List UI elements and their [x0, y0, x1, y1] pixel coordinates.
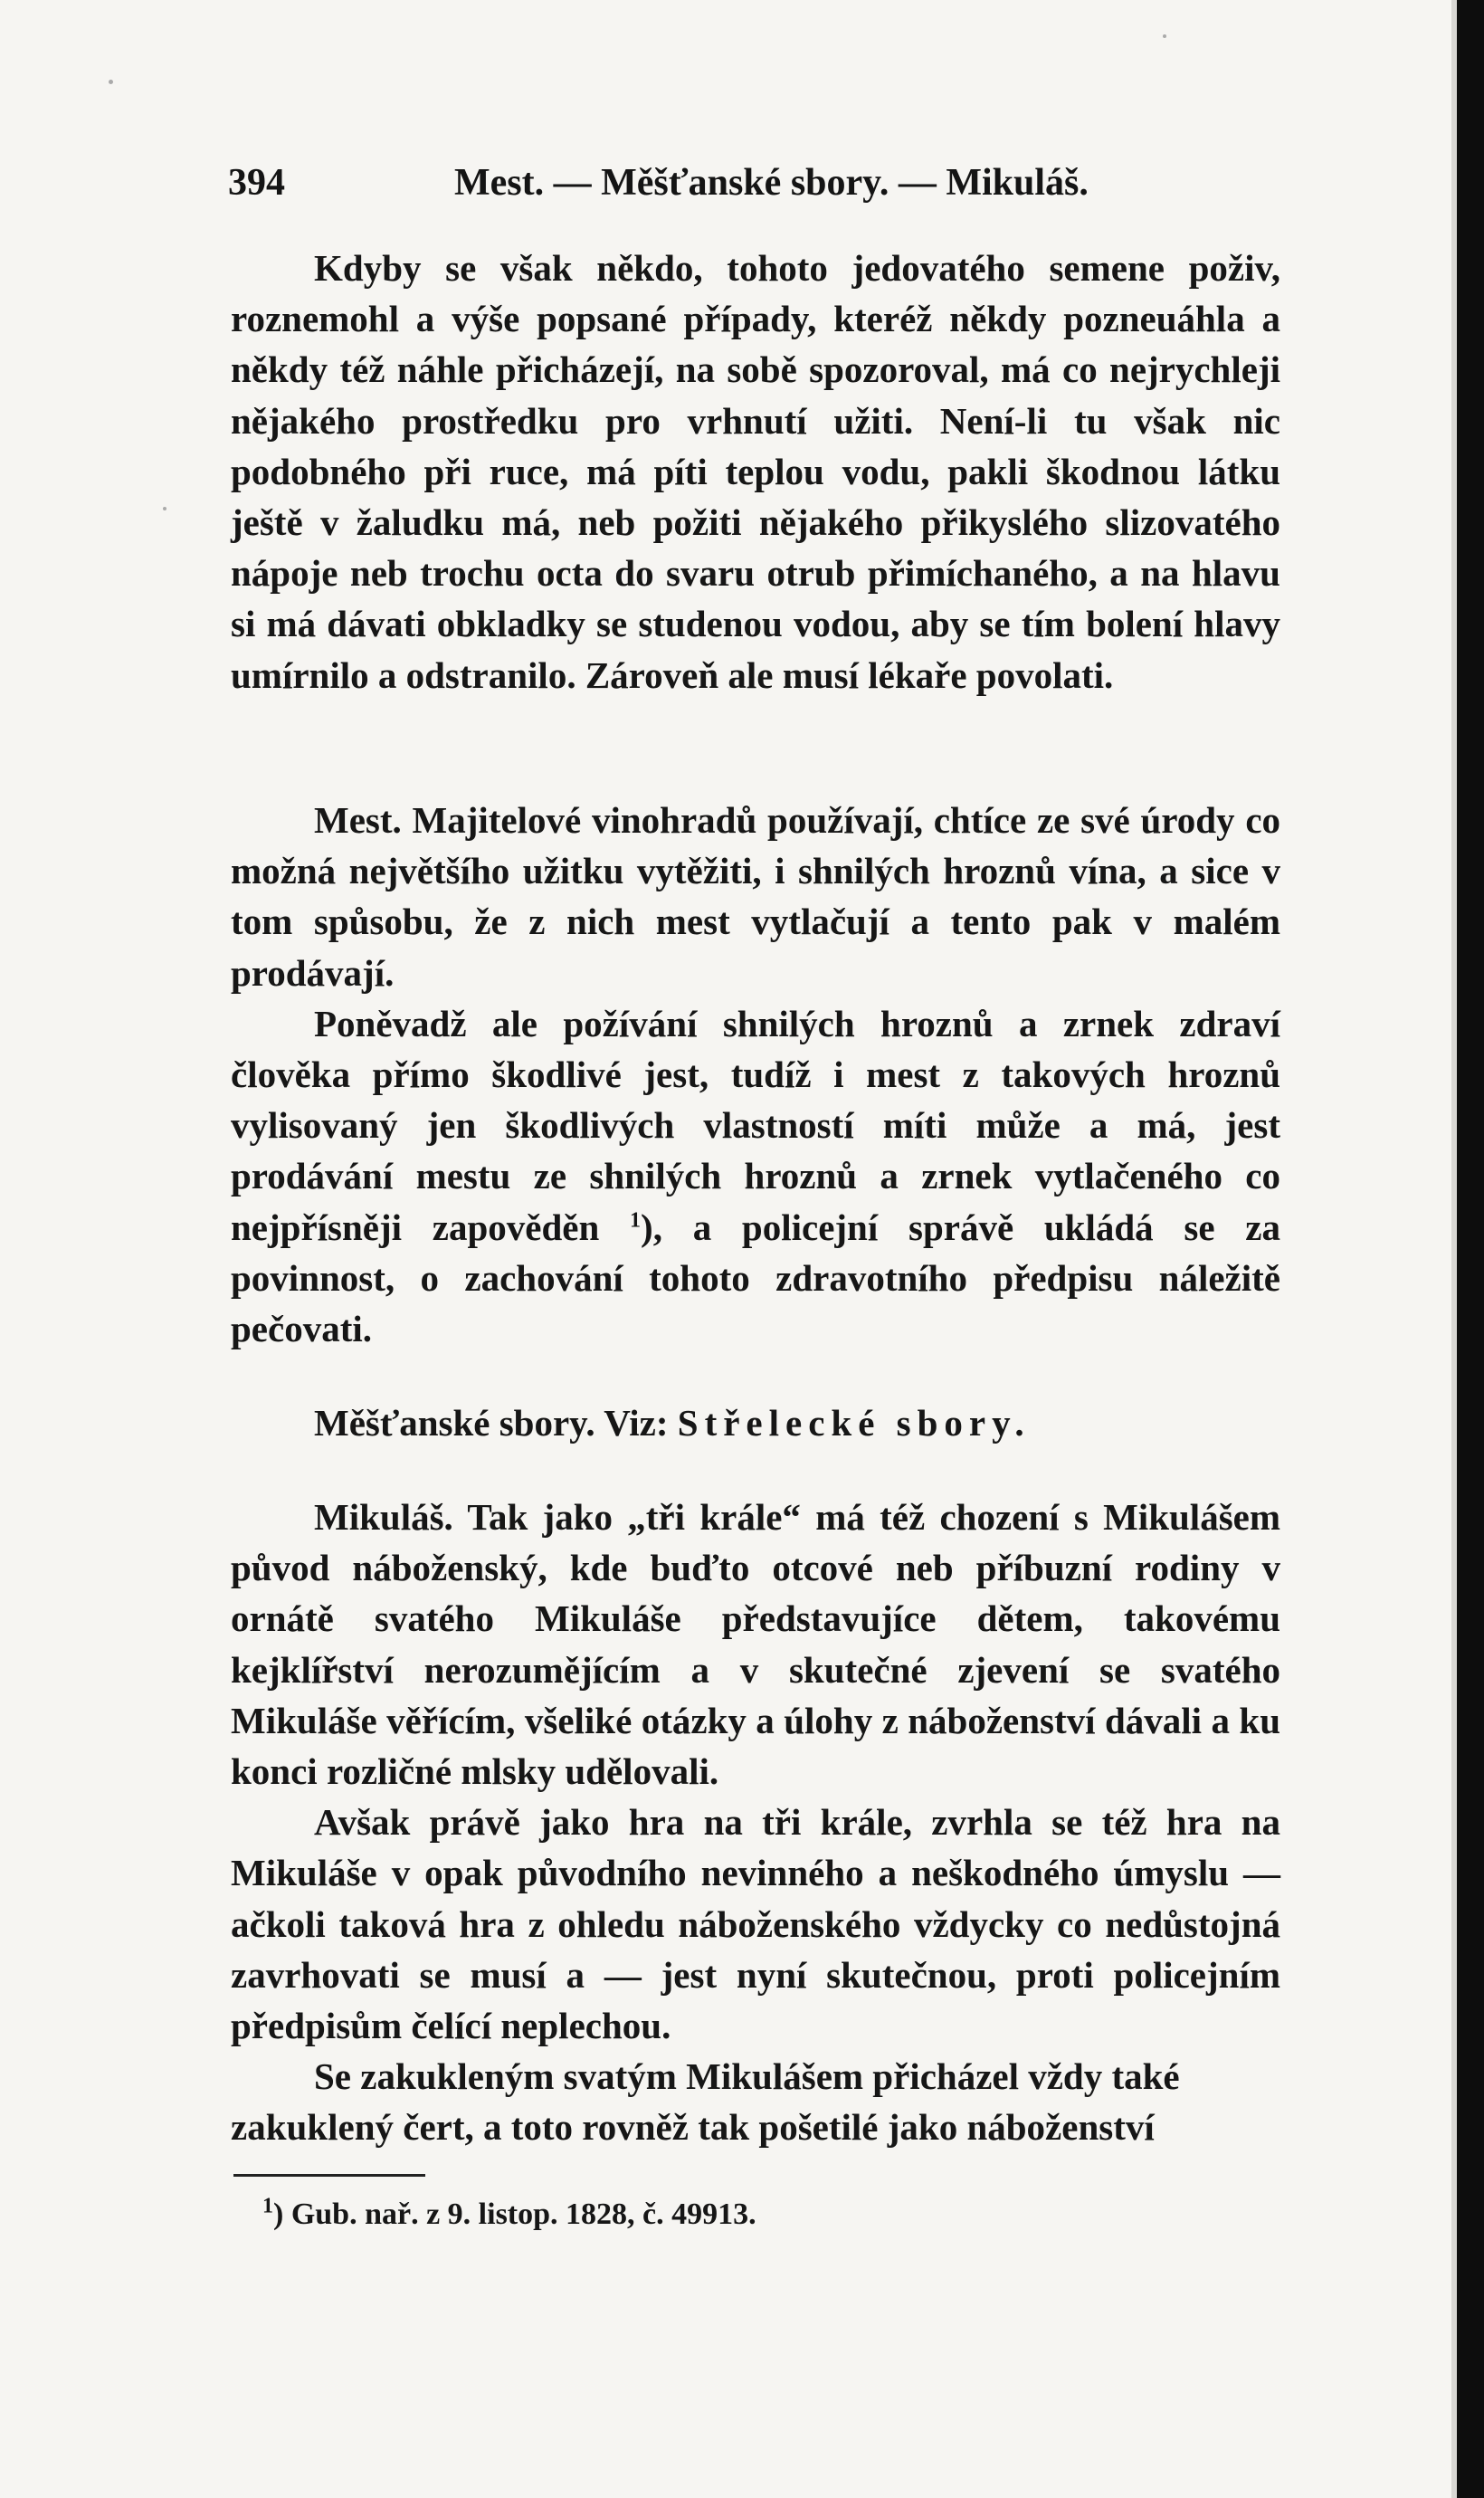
paragraph: Kdyby se však někdo, tohoto jedovatého semene poživ, roznemohl a výše popsané případy, kteréž někdy pozneuáhla a někdy též náhle přicházejí, na sobě spozoroval, má co nejrychleji nějakého prostředku pro vrhnutí užiti. Není-li tu však nic podobného při ruce, má píti teplou vodu, pakli škodnou látku ještě v žaludku má, neb požiti nějakého přikyslého slizovatého nápoje neb trochu octa do svaru otrub přimíchaného, a na hlavu si má dávati obkladky se studenou vodou, aby se tím bolení hlavy umírnilo a odstranilo. Zároveň ale musí lékaře povolati. [231, 247, 1280, 696]
entry-heading: Měšťanské sbory. [314, 1402, 595, 1444]
entry-mestanske-sbory [231, 1397, 1280, 1448]
cross-reference: Střelecké sbory. [677, 1402, 1031, 1444]
paragraph [231, 795, 1280, 998]
paragraph [231, 998, 1280, 1354]
entry-continuation [231, 243, 1280, 701]
paper-speck [1163, 34, 1166, 38]
footnote-ref: 1 [630, 1207, 642, 1232]
paragraph [231, 1397, 1280, 1448]
footnote [262, 2194, 756, 2232]
page-header [228, 161, 1278, 217]
paragraph [231, 1492, 1280, 1797]
footnote-marker: 1 [262, 2194, 273, 2218]
page-number: 394 [228, 162, 285, 204]
entry-heading: Mest. [314, 799, 402, 841]
paragraph: Se zakukleným svatým Mikulášem přicházel vždy také zakuklený čert, a toto rovněž tak pošetilé jako náboženství [231, 2055, 1180, 2149]
entry-heading: Mikuláš. [314, 1496, 453, 1538]
paragraph-text: ), a policejní správě ukládá se za povinnost, o zachování tohoto zdravotního předpisu náležitě pečovati. [231, 1206, 1281, 1350]
paragraph-text: Majitelové vinohradů používají, chtíce ze své úrody co možná největšího užitku vytěžiti, i shnilých hroznů vína, a sice v tom spůsobu, že z nich mest vytlačují a tento pak v malém prodávají. [231, 799, 1281, 994]
paper-speck [163, 507, 166, 510]
entry-mest [231, 795, 1280, 1354]
paragraph: Avšak právě jako hra na tři krále, zvrhla se též hra na Mikuláše v opak původního nevinného a neškodného úmyslu — ačkoli taková hra z ohledu náboženského vždycky co nedůstojná zavrhovati se musí a — jest nyní skutečnou, proti policejním předpisům čelící neplechou. [231, 1801, 1280, 2047]
paragraph-text: Poněvadž ale požívání shnilých hroznů a zrnek zdraví člověka přímo škodlivé jest, tudíž i mest z takových hroznů vylisovaný jen škodlivých vlastností míti může a má, jest prodávání mestu ze shnilých hroznů a zrnek vytlačeného co nejpřísněji zapověděn [231, 1002, 1280, 1248]
footnote-text: ) Gub. nař. z 9. listop. 1828, č. 49913. [273, 2198, 756, 2231]
paragraph-text: Tak jako „tři krále“ má též chození s Mikulášem původ náboženský, kde buďto otcové neb příbuzní rodiny v ornátě svatého Mikuláše představujíce dětem, takovému kejklířství nerozumějícím a v skutečné zjevení se svatého Mikuláše věřícím, všeliké otázky a úlohy z náboženství dávali a ku konci rozličné mlsky udělovali. [231, 1496, 1281, 1793]
footnote-rule [233, 2174, 425, 2177]
running-title: Mest. — Měšťanské sbory. — Mikuláš. [454, 162, 1089, 204]
paper-speck [109, 80, 113, 84]
see-reference: Viz: [604, 1402, 669, 1444]
page-edge [1451, 0, 1457, 2498]
entry-mikulas [231, 1492, 1280, 2153]
